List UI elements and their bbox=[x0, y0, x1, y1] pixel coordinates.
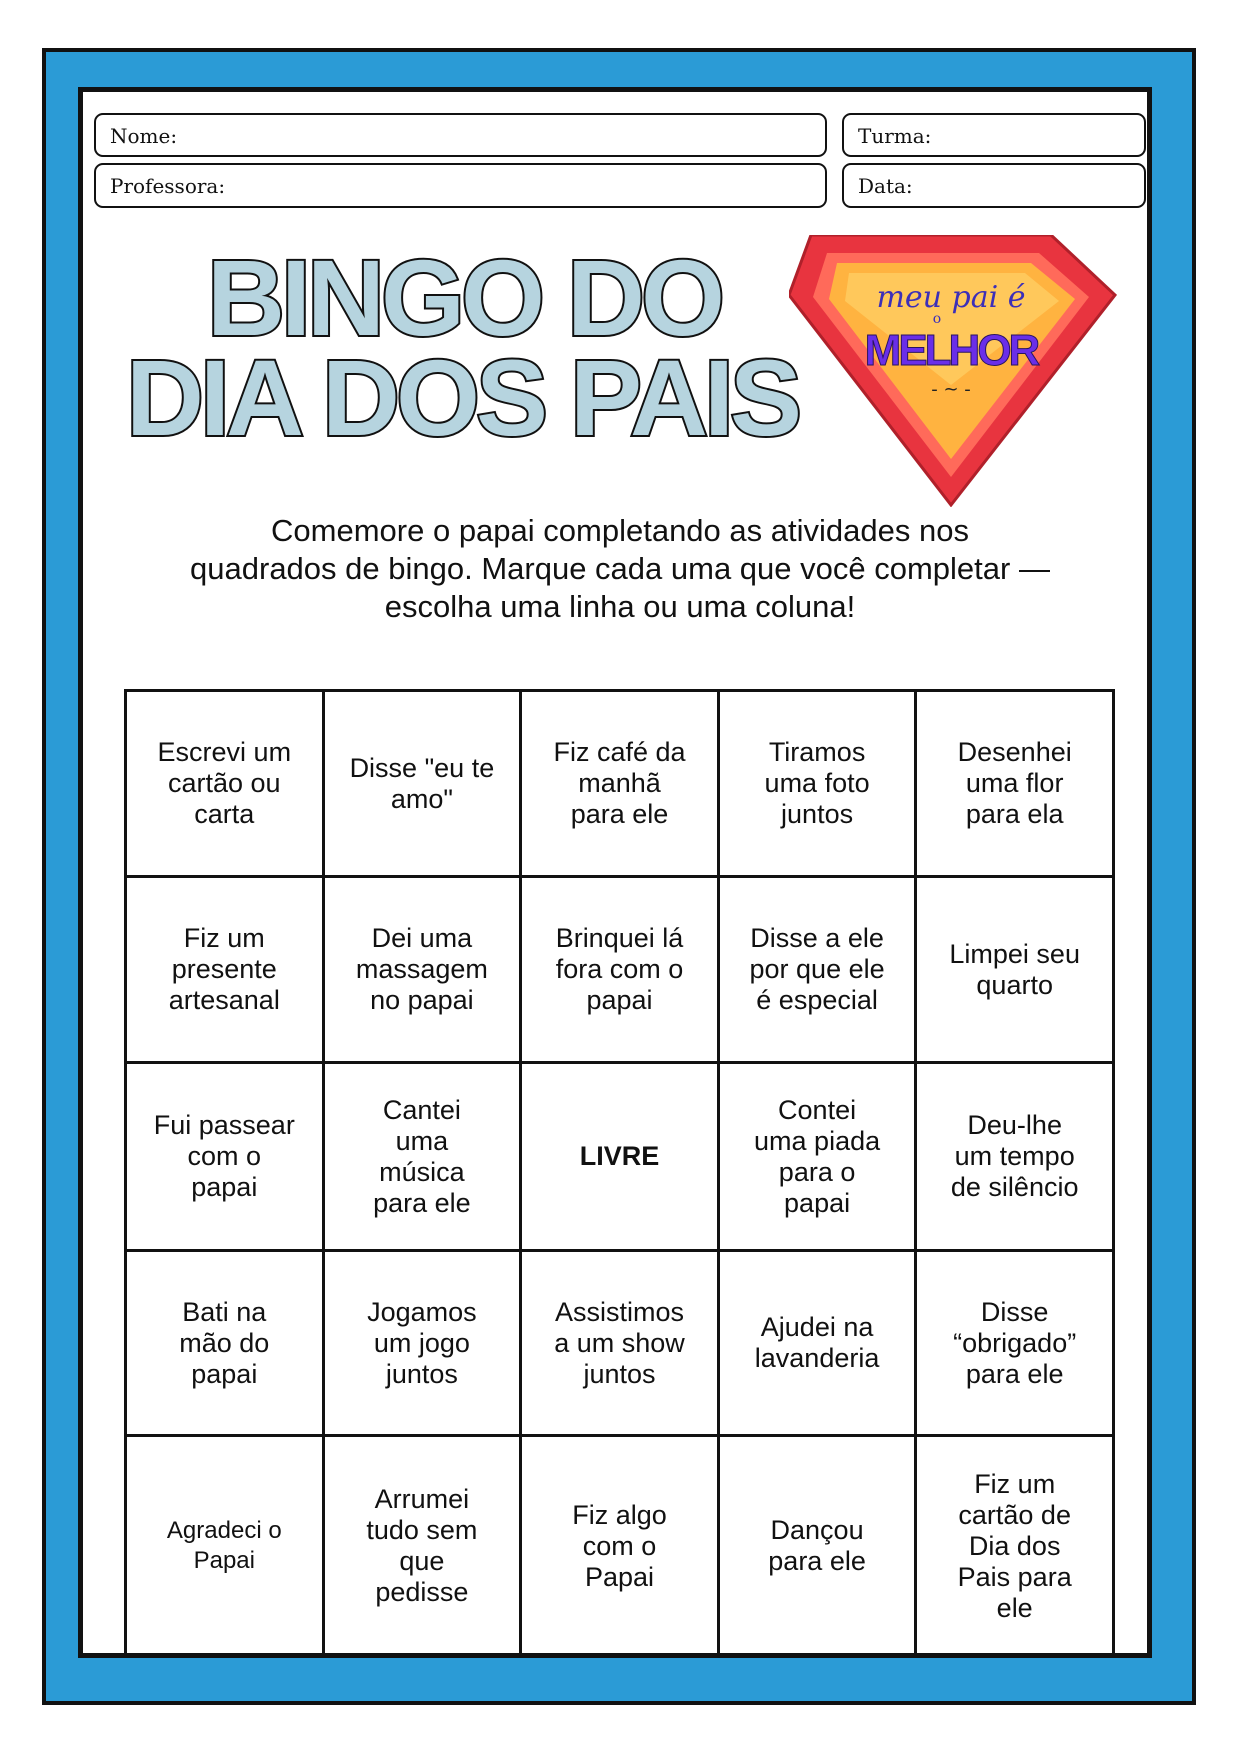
meu-pai-e-o-melhor-badge bbox=[789, 235, 1119, 507]
bingo-cell[interactable]: Contei uma piada para o papai bbox=[718, 1063, 916, 1251]
bingo-cell[interactable]: Dançou para ele bbox=[718, 1436, 916, 1657]
instructions bbox=[110, 512, 1130, 626]
bingo-cell[interactable]: Fui passear com o papai bbox=[126, 1063, 324, 1251]
badge-text-2: o bbox=[932, 311, 942, 327]
bingo-grid bbox=[124, 689, 1115, 1658]
date-label: Data: bbox=[858, 174, 913, 198]
instructions-line-3: escolha uma linha ou uma coluna! bbox=[384, 589, 856, 624]
bingo-free-cell[interactable]: LIVRE bbox=[521, 1063, 719, 1251]
bingo-cell[interactable]: Ajudei na lavanderia bbox=[718, 1251, 916, 1436]
bingo-cell[interactable]: Escrevi um cartão ou carta bbox=[126, 691, 324, 877]
bingo-row bbox=[126, 1436, 1114, 1657]
bingo-row bbox=[126, 877, 1114, 1063]
badge-text-3: MELHOR bbox=[864, 326, 1038, 375]
bingo-cell[interactable]: Cantei uma música para ele bbox=[323, 1063, 521, 1251]
bingo-cell[interactable]: Brinquei lá fora com o papai bbox=[521, 877, 719, 1063]
bingo-cell[interactable]: Desenhei uma flor para ela bbox=[916, 691, 1114, 877]
bingo-row bbox=[126, 691, 1114, 877]
bingo-cell[interactable]: Deu-lhe um tempo de silêncio bbox=[916, 1063, 1114, 1251]
bingo-cell[interactable]: Fiz algo com o Papai bbox=[521, 1436, 719, 1657]
instructions-line-2: quadrados de bingo. Marque cada uma que você completar — bbox=[190, 551, 1050, 586]
teacher-field[interactable] bbox=[94, 163, 827, 208]
bingo-cell[interactable]: Limpei seu quarto bbox=[916, 877, 1114, 1063]
svg-text:- ~ -: - ~ - bbox=[931, 379, 971, 400]
name-label: Nome: bbox=[110, 124, 178, 148]
bingo-cell[interactable]: Disse “obrigado” para ele bbox=[916, 1251, 1114, 1436]
bingo-cell[interactable]: Tiramos uma foto juntos bbox=[718, 691, 916, 877]
bingo-cell[interactable]: Fiz café da manhã para ele bbox=[521, 691, 719, 877]
title-line-2: DIA DOS PAIS bbox=[126, 337, 799, 458]
bingo-row bbox=[126, 1063, 1114, 1251]
bingo-cell[interactable]: Arrumei tudo sem que pedisse bbox=[323, 1436, 521, 1657]
date-field[interactable] bbox=[842, 163, 1146, 208]
bingo-cell[interactable]: Jogamos um jogo juntos bbox=[323, 1251, 521, 1436]
bingo-cell[interactable]: Agradeci o Papai bbox=[126, 1436, 324, 1657]
instructions-line-1: Comemore o papai completando as atividades nos bbox=[271, 513, 969, 548]
badge-text-1: meu pai é bbox=[876, 280, 1026, 315]
name-field[interactable] bbox=[94, 113, 827, 157]
bingo-cell[interactable]: Fiz um cartão de Dia dos Pais para ele bbox=[916, 1436, 1114, 1657]
bingo-cell[interactable]: Fiz um presente artesanal bbox=[126, 877, 324, 1063]
class-field[interactable] bbox=[842, 113, 1146, 157]
bingo-row bbox=[126, 1251, 1114, 1436]
bingo-cell[interactable]: Assistimos a um show juntos bbox=[521, 1251, 719, 1436]
bingo-cell[interactable]: Bati na mão do papai bbox=[126, 1251, 324, 1436]
class-label: Turma: bbox=[858, 124, 932, 148]
bingo-cell[interactable]: Dei uma massagem no papai bbox=[323, 877, 521, 1063]
title-line-1: BINGO DO bbox=[207, 237, 722, 358]
bingo-cell[interactable]: Disse "eu te amo" bbox=[323, 691, 521, 877]
bingo-cell[interactable]: Disse a ele por que ele é especial bbox=[718, 877, 916, 1063]
teacher-label: Professora: bbox=[110, 174, 226, 198]
